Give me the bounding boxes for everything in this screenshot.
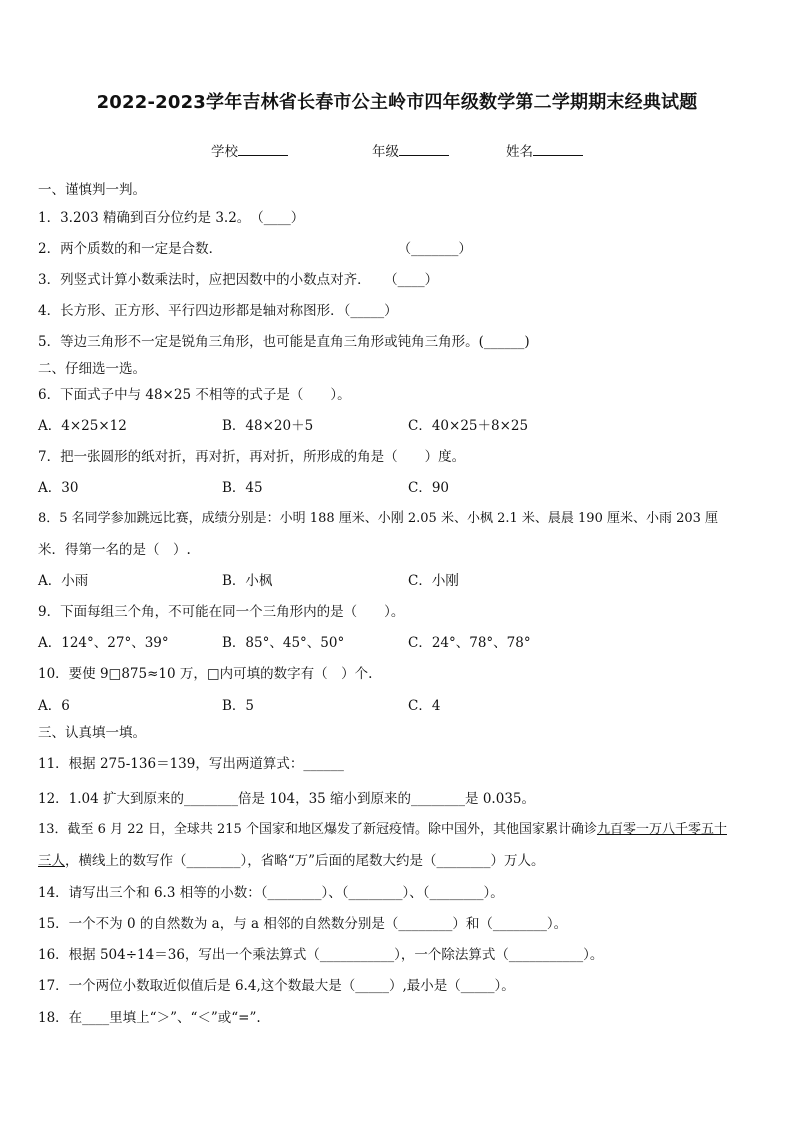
option-a[interactable]: A．4×25×12 (38, 418, 127, 434)
question-4: 4．长方形、正方形、平行四边形都是轴对称图形．（_____） (38, 303, 398, 319)
question-7: 7．把一张圆形的纸对折，再对折，再对折，所形成的角是（ ）度。 (38, 449, 466, 465)
question-2: 2．两个质数的和一定是合数． （_______） (38, 241, 472, 257)
option-c[interactable]: C．40×25＋8×25 (408, 418, 529, 434)
question-1: 1．3.203 精确到百分位约是 3.2。 （____） (38, 210, 305, 226)
question-3: 3．列竖式计算小数乘法时，应把因数中的小数点对齐． （____） (38, 272, 439, 288)
question-12: 12．1.04 扩大到原来的________倍是 104，35 缩小到原来的________是 0.035。 (38, 791, 535, 807)
question-9: 9．下面每组三个角，不可能在同一个三角形内的是（ ）。 (38, 604, 405, 620)
question-10: 10．要使 9□875≈10 万，□内可填的数字有（ ）个. (38, 666, 373, 682)
option-b[interactable]: B．5 (222, 698, 255, 714)
school-field (211, 140, 288, 160)
question-13-text: 13．截至 6 月 22 日，全球共 215 个国家和地区爆发了新冠疫情。除中国外，其他国家累计确诊 (38, 822, 597, 837)
name-blank[interactable] (533, 141, 583, 156)
question-17: 17．一个两位小数取近似值后是 6.4,这个数最大是（_____）,最小是（_____）。 (38, 978, 515, 994)
option-a[interactable]: A．小雨 (38, 573, 89, 589)
option-a[interactable]: A．124°、27°、39° (38, 635, 169, 651)
school-blank[interactable] (238, 141, 288, 156)
question-13-rest: ，横线上的数写作（________），省略“万”后面的尾数大约是（________）万人。 (65, 853, 545, 869)
grade-blank[interactable] (399, 141, 449, 156)
question-5: 5．等边三角形不一定是锐角三角形，也可能是直角三角形或钝角三角形。(______) (38, 334, 530, 350)
grade-label: 年级 (372, 144, 399, 160)
question-18: 18．在____里填上“＞”、“＜”或“=”. (38, 1010, 261, 1026)
question-13-line-1 (38, 821, 764, 839)
underlined-number-part-1: 九百零一万八千零五十 (596, 822, 727, 837)
question-13-line-2 (38, 852, 764, 870)
school-label: 学校 (211, 144, 238, 160)
option-c[interactable]: C．4 (408, 698, 441, 714)
page-title: 2022-2023学年吉林省长春市公主岭市四年级数学第二学期期末经典试题 (96, 92, 698, 113)
question-15: 15．一个不为 0 的自然数为 a，与 a 相邻的自然数分别是（________）和（________）。 (38, 916, 568, 932)
section-heading-3: 三、认真填一填。 (38, 725, 146, 741)
option-b[interactable]: B．48×20＋5 (222, 418, 314, 434)
name-label: 姓名 (506, 144, 533, 160)
option-a[interactable]: A．30 (38, 480, 79, 496)
option-b[interactable]: B．85°、45°、50° (222, 635, 345, 651)
question-6: 6．下面式子中与 48×25 不相等的式子是（ ）。 (38, 387, 351, 403)
question-14: 14．请写出三个和 6.3 相等的小数：（________）、（________）、（________）。 (38, 885, 504, 901)
option-c[interactable]: C．小刚 (408, 573, 459, 589)
question-8-line-1: 8．5 名同学参加跳远比赛，成绩分别是：小明 188 厘米、小刚 2.05 米、小枫 2.1 米、晨晨 190 厘米、小雨 203 厘 (38, 511, 719, 526)
underlined-number-part-2: 三人 (38, 853, 65, 869)
grade-field (372, 140, 449, 160)
section-heading-1: 一、谨慎判一判。 (38, 182, 146, 198)
option-b[interactable]: B．45 (222, 480, 263, 496)
name-field (506, 140, 583, 160)
question-11: 11．根据 275-136＝139，写出两道算式：______ (38, 756, 344, 772)
option-a[interactable]: A．6 (38, 698, 70, 714)
question-16: 16．根据 504÷14＝36，写出一个乘法算式（___________），一个除法算式（___________）。 (38, 947, 604, 963)
option-c[interactable]: C．90 (408, 480, 450, 496)
question-8-line-2: 米．得第一名的是（ ）. (38, 542, 191, 558)
option-c[interactable]: C．24°、78°、78° (408, 635, 531, 651)
section-heading-2: 二、仔细选一选。 (38, 361, 146, 377)
option-b[interactable]: B．小枫 (222, 573, 273, 589)
